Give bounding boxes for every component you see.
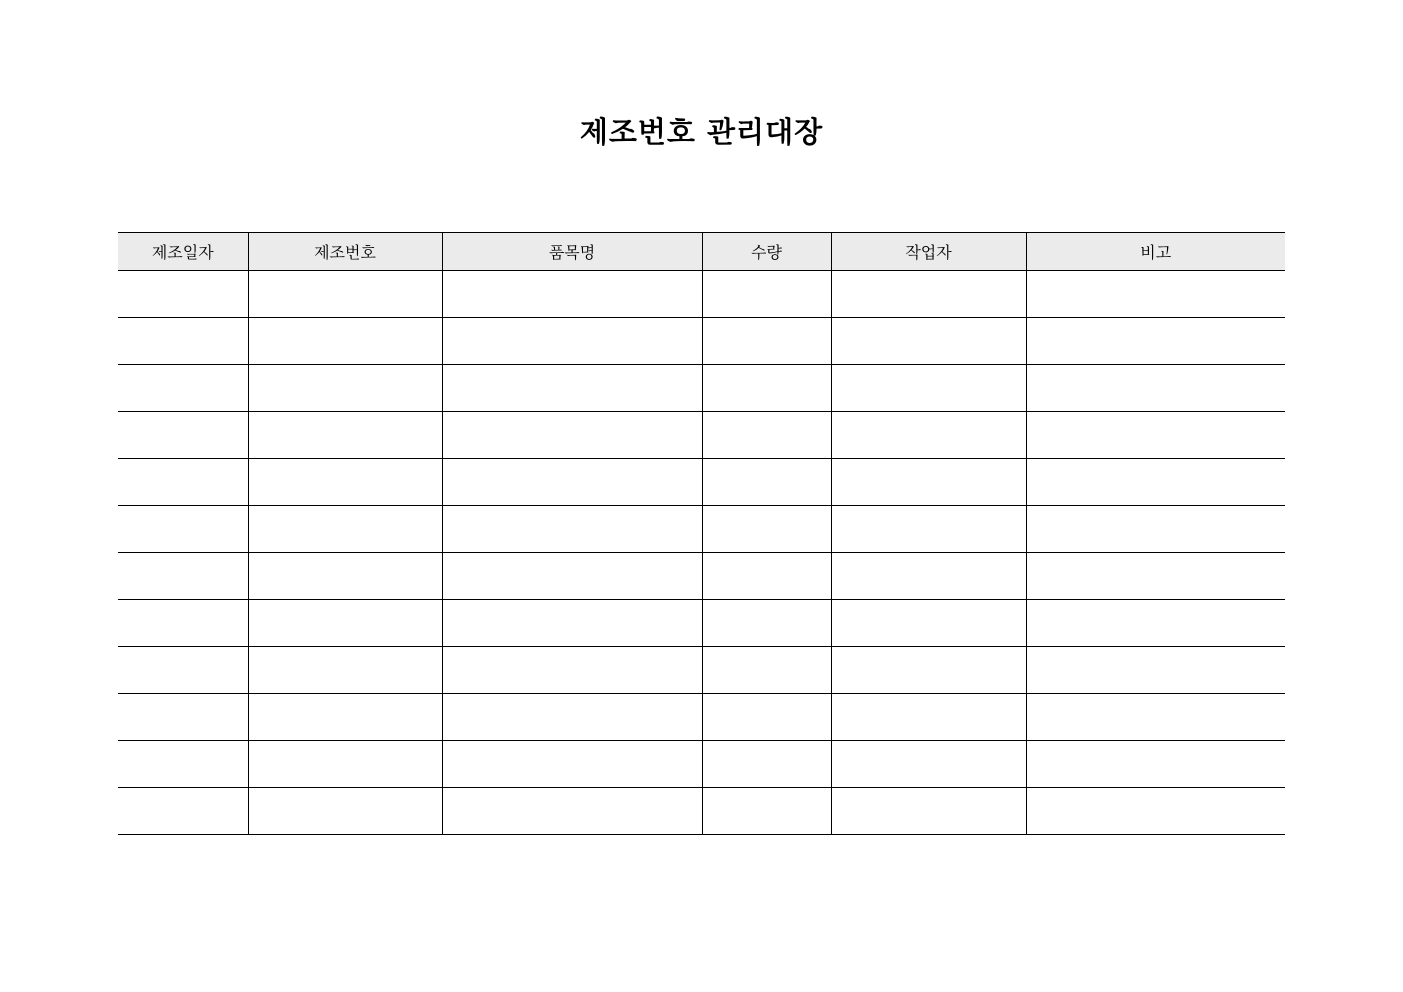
cell-remarks[interactable] — [1026, 647, 1285, 694]
table-header-row — [118, 233, 1285, 271]
cell-manufacture-number[interactable] — [248, 459, 442, 506]
cell-remarks[interactable] — [1026, 459, 1285, 506]
cell-remarks[interactable] — [1026, 318, 1285, 365]
cell-manufacture-date[interactable] — [118, 459, 248, 506]
cell-manufacture-number[interactable] — [248, 365, 442, 412]
cell-item-name[interactable] — [442, 459, 702, 506]
cell-quantity[interactable] — [702, 647, 831, 694]
column-header-manufacture-date: 제조일자 — [118, 233, 248, 271]
cell-item-name[interactable] — [442, 647, 702, 694]
cell-item-name[interactable] — [442, 741, 702, 788]
table-row — [118, 788, 1285, 835]
cell-quantity[interactable] — [702, 412, 831, 459]
ledger-table — [118, 232, 1285, 835]
cell-remarks[interactable] — [1026, 741, 1285, 788]
cell-worker[interactable] — [831, 506, 1026, 553]
table-row — [118, 694, 1285, 741]
cell-worker[interactable] — [831, 271, 1026, 318]
cell-manufacture-number[interactable] — [248, 694, 442, 741]
table-row — [118, 506, 1285, 553]
cell-manufacture-date[interactable] — [118, 647, 248, 694]
cell-remarks[interactable] — [1026, 694, 1285, 741]
cell-item-name[interactable] — [442, 271, 702, 318]
cell-manufacture-number[interactable] — [248, 741, 442, 788]
cell-remarks[interactable] — [1026, 506, 1285, 553]
cell-manufacture-date[interactable] — [118, 271, 248, 318]
cell-manufacture-date[interactable] — [118, 412, 248, 459]
cell-worker[interactable] — [831, 600, 1026, 647]
cell-worker[interactable] — [831, 741, 1026, 788]
cell-quantity[interactable] — [702, 788, 831, 835]
cell-remarks[interactable] — [1026, 788, 1285, 835]
cell-item-name[interactable] — [442, 553, 702, 600]
table-row — [118, 553, 1285, 600]
table-row — [118, 365, 1285, 412]
table-row — [118, 271, 1285, 318]
cell-manufacture-date[interactable] — [118, 506, 248, 553]
cell-manufacture-date[interactable] — [118, 600, 248, 647]
cell-manufacture-date[interactable] — [118, 318, 248, 365]
cell-manufacture-date[interactable] — [118, 694, 248, 741]
cell-item-name[interactable] — [442, 318, 702, 365]
cell-manufacture-date[interactable] — [118, 788, 248, 835]
cell-item-name[interactable] — [442, 694, 702, 741]
cell-manufacture-number[interactable] — [248, 412, 442, 459]
cell-manufacture-number[interactable] — [248, 788, 442, 835]
table-row — [118, 412, 1285, 459]
cell-quantity[interactable] — [702, 600, 831, 647]
cell-quantity[interactable] — [702, 318, 831, 365]
cell-quantity[interactable] — [702, 694, 831, 741]
cell-manufacture-number[interactable] — [248, 647, 442, 694]
cell-item-name[interactable] — [442, 788, 702, 835]
cell-item-name[interactable] — [442, 365, 702, 412]
cell-manufacture-number[interactable] — [248, 553, 442, 600]
cell-item-name[interactable] — [442, 506, 702, 553]
cell-manufacture-date[interactable] — [118, 553, 248, 600]
table-body — [118, 271, 1285, 835]
table-row — [118, 318, 1285, 365]
cell-quantity[interactable] — [702, 365, 831, 412]
cell-manufacture-number[interactable] — [248, 271, 442, 318]
cell-quantity[interactable] — [702, 741, 831, 788]
cell-worker[interactable] — [831, 788, 1026, 835]
cell-manufacture-number[interactable] — [248, 318, 442, 365]
table-row — [118, 459, 1285, 506]
cell-remarks[interactable] — [1026, 271, 1285, 318]
cell-quantity[interactable] — [702, 271, 831, 318]
cell-item-name[interactable] — [442, 412, 702, 459]
page-title: 제조번호 관리대장 — [579, 115, 824, 149]
cell-remarks[interactable] — [1026, 600, 1285, 647]
cell-manufacture-number[interactable] — [248, 506, 442, 553]
cell-worker[interactable] — [831, 647, 1026, 694]
table-row — [118, 647, 1285, 694]
column-header-quantity: 수량 — [702, 233, 831, 271]
cell-worker[interactable] — [831, 694, 1026, 741]
table-row — [118, 600, 1285, 647]
column-header-worker: 작업자 — [831, 233, 1026, 271]
cell-worker[interactable] — [831, 412, 1026, 459]
cell-manufacture-number[interactable] — [248, 600, 442, 647]
column-header-manufacture-number: 제조번호 — [248, 233, 442, 271]
cell-manufacture-date[interactable] — [118, 741, 248, 788]
cell-manufacture-date[interactable] — [118, 365, 248, 412]
cell-remarks[interactable] — [1026, 412, 1285, 459]
cell-worker[interactable] — [831, 318, 1026, 365]
cell-worker[interactable] — [831, 459, 1026, 506]
cell-remarks[interactable] — [1026, 365, 1285, 412]
cell-worker[interactable] — [831, 553, 1026, 600]
column-header-item-name: 품목명 — [442, 233, 702, 271]
cell-remarks[interactable] — [1026, 553, 1285, 600]
column-header-remarks: 비고 — [1026, 233, 1285, 271]
cell-worker[interactable] — [831, 365, 1026, 412]
table-row — [118, 741, 1285, 788]
cell-quantity[interactable] — [702, 506, 831, 553]
cell-item-name[interactable] — [442, 600, 702, 647]
cell-quantity[interactable] — [702, 553, 831, 600]
cell-quantity[interactable] — [702, 459, 831, 506]
